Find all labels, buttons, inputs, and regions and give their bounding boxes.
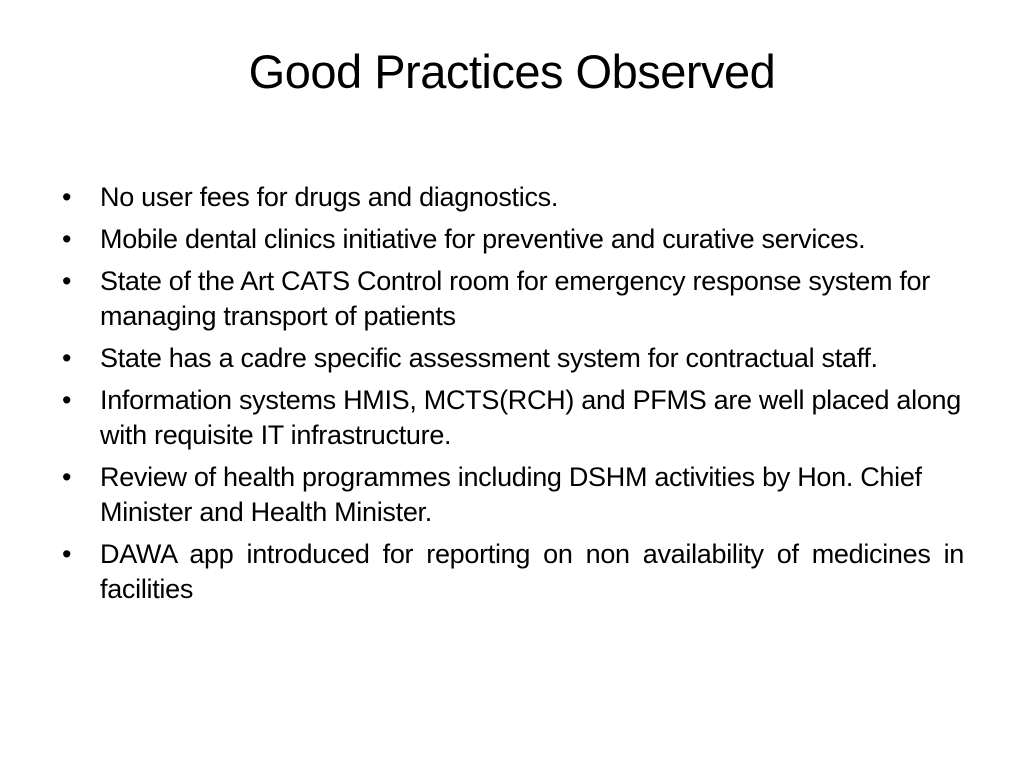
list-item-text: State has a cadre specific assessment system for contractual staff. xyxy=(100,343,878,373)
bullet-icon: • xyxy=(62,224,72,254)
list-item xyxy=(60,537,964,607)
list-item-text: DAWA app introduced for reporting on non availability of medicines in facilities xyxy=(100,539,964,604)
list-item xyxy=(60,460,964,530)
bullet-icon: • xyxy=(62,539,72,569)
list-item xyxy=(60,341,964,376)
list-item-text: Information systems HMIS, MCTS(RCH) and PFMS are well placed along with requisite IT infrastructure. xyxy=(100,385,961,450)
bullet-icon: • xyxy=(62,343,72,373)
list-item xyxy=(60,180,964,215)
list-item xyxy=(60,222,964,257)
bullet-icon: • xyxy=(62,182,72,212)
bullet-icon: • xyxy=(62,462,72,492)
list-item-text: Review of health programmes including DSHM activities by Hon. Chief Minister and Health Minister. xyxy=(100,462,922,527)
list-item xyxy=(60,264,964,334)
slide-title: Good Practices Observed xyxy=(248,45,776,98)
bullet-icon: • xyxy=(62,266,72,296)
bullet-icon: • xyxy=(62,385,72,415)
list-item-text: No user fees for drugs and diagnostics. xyxy=(100,182,559,212)
bullet-list xyxy=(60,180,964,614)
list-item-text: State of the Art CATS Control room for emergency response system for managing transport of patients xyxy=(100,266,930,331)
list-item-text: Mobile dental clinics initiative for preventive and curative services. xyxy=(100,224,866,254)
list-item xyxy=(60,383,964,453)
